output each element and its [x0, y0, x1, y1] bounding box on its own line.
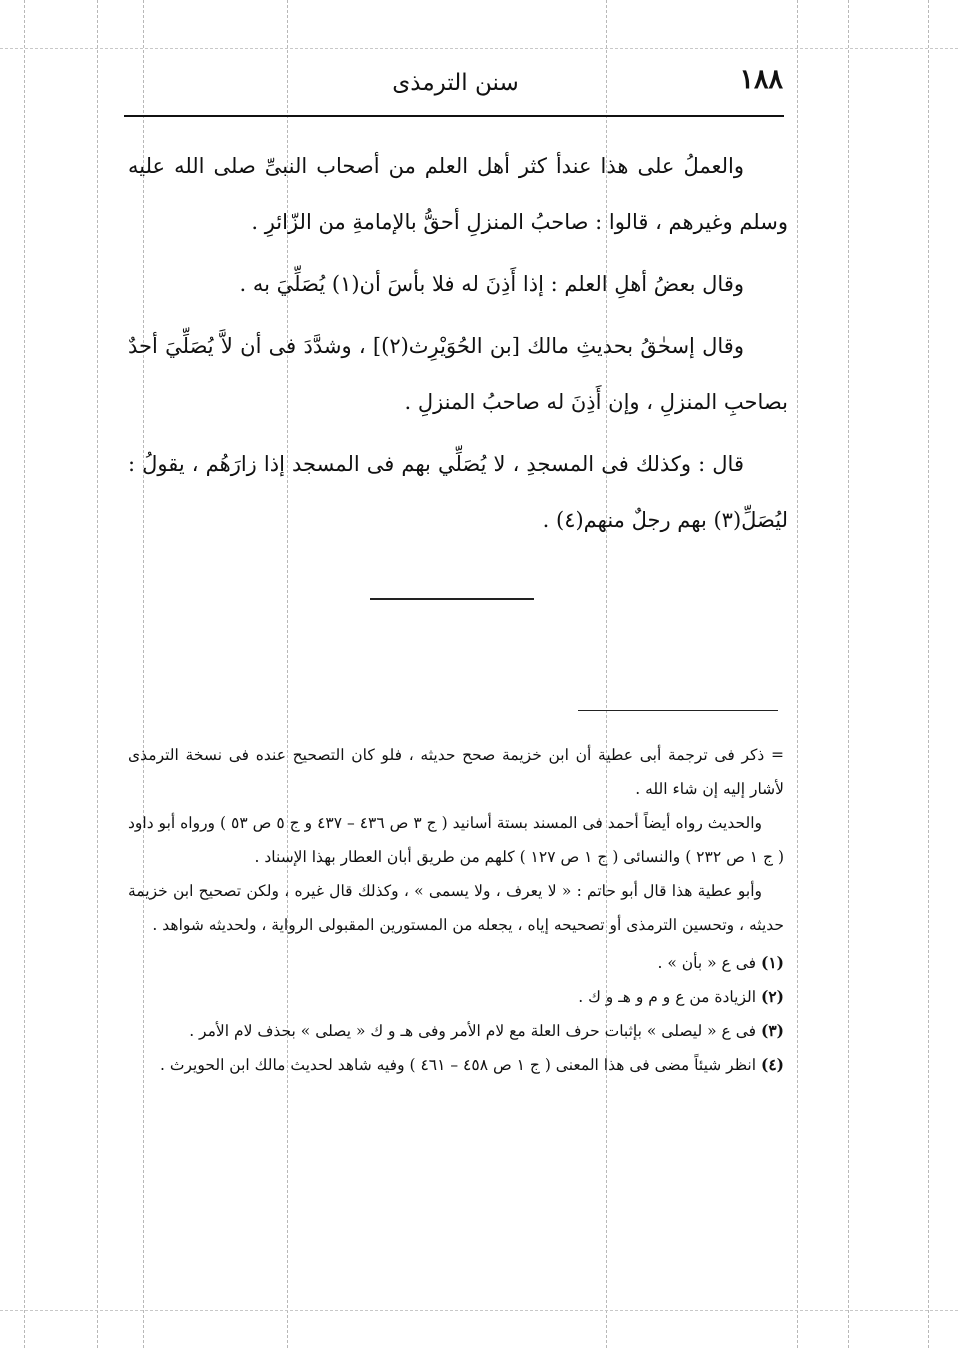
paragraph-2: وقال بعضُ أهلِ العلم : إذا أَذِنَ له فلا بأسَ أن(١) يُصَلِّيَ به .: [239, 272, 744, 296]
footnote-1: [128, 946, 784, 980]
header-rule: [124, 115, 784, 117]
note-paragraph: وأبو عطية هذا قال أبو حاتم : « لا يعرف ، ولا يسمى » ، وكذلك قال غيره ، ولكن تصحيح ابن خزيمة حديثه ، وتحسين الترمذى أو تصحيحه إياه ، يجعله من المستورين المقبولى الرواية ، ولحديثه شواهد .: [128, 882, 784, 934]
paragraph-1: والعملُ على هذا عندأ كثر أهل العلم من أصحاب النبىِّ صلى الله عليه وسلم وغيرهم ، قالوا : صاحبُ المنزلِ أحقُّ بالإمامةِ من الزّائرِ .: [128, 154, 788, 234]
guide-line: [0, 1310, 958, 1311]
guide-line: [928, 0, 929, 1348]
guide-line: [24, 0, 25, 1348]
guide-line: [0, 48, 958, 49]
footnote-text: فى ع « بأن » .: [657, 954, 757, 972]
footnote-text: الزيادة من ع و م و هـ و ك .: [578, 988, 757, 1006]
footnote-number: (٢): [760, 987, 784, 1006]
paragraph-4: قال : وكذلك فى المسجدِ ، لا يُصَلِّي بهم فى المسجد إذا زارَهُم ، يقولُ : ليُصَلِّ(٣) بهم رجلٌ منهم(٤) .: [128, 452, 788, 532]
page-header: [128, 64, 783, 104]
guide-line: [97, 0, 98, 1348]
note-continuation: = ذكر فى ترجمة أبى عطية أن ابن خزيمة صحح حديثه ، فلو كان التصحيح عنده فى نسخة الترمذى لأشار إليه إن شاء الله .: [128, 746, 784, 798]
footnote-4: [128, 1048, 784, 1082]
guide-line: [848, 0, 849, 1348]
page-number: ١٨٨: [739, 64, 783, 95]
guide-line: [797, 0, 798, 1348]
footnote-number: (٣): [760, 1021, 784, 1040]
section-end-rule: [370, 598, 534, 600]
main-text: [128, 138, 788, 554]
footnote-number: (٤): [760, 1055, 784, 1074]
paragraph-3: وقال إسحٰقُ بحديثِ مالك [بن الحُوَيْرِث(٢)] ، وشدَّدَ فى أن لاَّ يُصَلِّيَ أحدٌ بصاحبِ المنزلِ ، وإن أَذِنَ له صاحبُ المنزلِ .: [128, 334, 788, 414]
note-paragraph: والحديث رواه أيضاً أحمد فى المسند بستة أسانيد ( ج ٣ ص ٤٣٦ – ٤٣٧ و ج ٥ ص ٥٣ ) ورواه أبو داود ( ج ١ ص ٢٣٢ ) والنسائى ( ج ١ ص ١٢٧ ) كلهم من طريق أبان العطار بهذا الإسناد .: [128, 814, 784, 866]
footnote-text: انظر شيئاً مضى فى هذا المعنى ( ج ١ ص ٤٥٨ – ٤٦١ ) وفيه شاهد لحديث مالك ابن الحويرث .: [160, 1056, 757, 1074]
running-title: سنن الترمذى: [392, 70, 519, 96]
footnote-separator: [578, 710, 778, 711]
footnotes: [128, 738, 784, 1082]
footnote-number: (١): [760, 953, 784, 972]
footnote-3: [128, 1014, 784, 1048]
footnote-text: فى ع « ليصلى » بإثبات حرف العلة مع لام الأمر وفى هـ و ك « يصلى » بحذف لام الأمر .: [189, 1022, 757, 1040]
footnote-2: [128, 980, 784, 1014]
